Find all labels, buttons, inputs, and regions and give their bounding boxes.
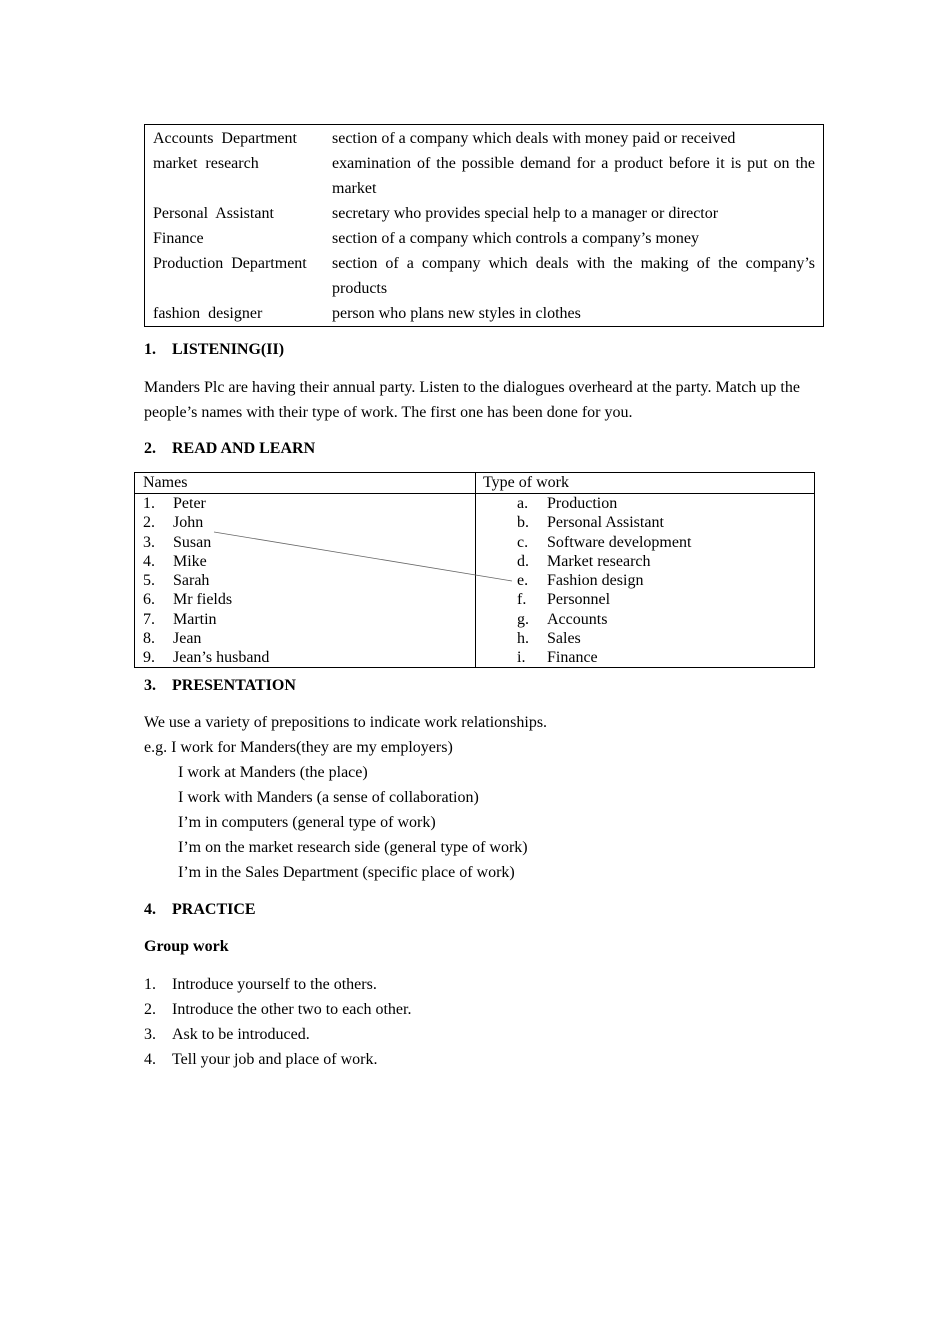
name-item <box>135 629 475 648</box>
section-heading-practice <box>144 900 256 920</box>
list-text: Introduce yourself to the others. <box>172 976 377 993</box>
work-type-column <box>475 473 814 667</box>
names-column <box>135 473 476 667</box>
matching-table <box>134 472 815 668</box>
vocabulary-definition: section of a company which deals with the making of the company’s products <box>332 255 815 297</box>
list-text: Introduce the other two to each other. <box>172 1001 412 1018</box>
presentation-example: e.g. I work for Manders(they are my employers) <box>144 739 453 756</box>
list-item <box>144 1022 411 1047</box>
vocabulary-term: Finance <box>153 230 204 247</box>
work-type-text: Personnel <box>547 591 611 609</box>
list-number: 2. <box>144 1001 156 1018</box>
work-type-letter: a. <box>517 495 529 512</box>
name-text: John <box>173 514 204 532</box>
work-type-text: Fashion design <box>547 572 644 590</box>
name-item <box>135 610 475 629</box>
presentation-line: I work with Manders (a sense of collaboration) <box>178 789 479 806</box>
name-number: 6. <box>143 591 155 609</box>
listening-instructions: Manders Plc are having their annual party. Listen to the dialogues overheard at the party. Match up the people’s names with their type of work. The first one has been done for you. <box>144 379 800 421</box>
vocabulary-term: Production Department <box>153 255 307 272</box>
name-text: Jean’s husband <box>173 649 270 667</box>
name-number: 4. <box>143 552 155 570</box>
section-number: 3. <box>144 677 156 694</box>
name-text: Peter <box>173 495 206 512</box>
section-number: 1. <box>144 341 156 358</box>
vocabulary-row <box>153 251 815 301</box>
work-type-header: Type of work <box>475 473 814 494</box>
work-type-letter: d. <box>517 552 529 570</box>
name-text: Susan <box>173 533 212 551</box>
name-number: 2. <box>143 514 155 532</box>
name-number: 7. <box>143 610 155 628</box>
name-number: 3. <box>143 533 155 551</box>
vocabulary-row <box>153 226 815 251</box>
list-item <box>144 972 411 997</box>
list-number: 4. <box>144 1051 156 1068</box>
name-text: Martin <box>173 610 217 628</box>
vocabulary-term: Accounts Department <box>153 130 297 147</box>
list-item <box>144 1047 411 1072</box>
name-text: Mike <box>173 552 207 570</box>
work-type-item <box>475 533 814 552</box>
name-text: Sarah <box>173 572 210 590</box>
vocabulary-row <box>153 151 815 201</box>
list-number: 3. <box>144 1026 156 1043</box>
name-number: 8. <box>143 630 155 648</box>
name-item <box>135 513 475 532</box>
section-number: 2. <box>144 440 156 457</box>
work-type-text: Production <box>547 495 618 512</box>
name-item <box>135 571 475 590</box>
group-work-label: Group work <box>144 938 229 955</box>
presentation-line: I’m on the market research side (general type of work) <box>178 839 528 856</box>
name-text: Mr fields <box>173 591 233 609</box>
name-text: Jean <box>173 630 202 648</box>
presentation-line: I’m in the Sales Department (specific place of work) <box>178 864 515 881</box>
vocabulary-row <box>153 201 815 226</box>
work-type-text: Finance <box>547 649 598 667</box>
vocabulary-definition: section of a company which controls a company’s money <box>332 230 700 247</box>
vocabulary-row <box>153 126 815 151</box>
section-heading-read-and-learn <box>144 439 315 459</box>
work-type-text: Sales <box>547 630 581 648</box>
work-type-item <box>475 513 814 532</box>
vocabulary-term: fashion designer <box>153 305 263 322</box>
work-type-item <box>475 552 814 571</box>
section-heading-presentation <box>144 676 296 696</box>
name-number: 9. <box>143 649 155 667</box>
work-type-item <box>475 494 814 513</box>
work-type-text: Software development <box>547 533 692 551</box>
names-header: Names <box>135 473 475 494</box>
work-type-item <box>475 571 814 590</box>
work-type-letter: b. <box>517 514 529 532</box>
work-type-text: Market research <box>547 552 651 570</box>
work-type-item <box>475 648 814 667</box>
list-number: 1. <box>144 976 156 993</box>
list-text: Tell your job and place of work. <box>172 1051 378 1068</box>
vocabulary-definition: section of a company which deals with money paid or received <box>332 130 736 147</box>
name-item <box>135 648 475 667</box>
work-type-item <box>475 590 814 609</box>
presentation-intro: We use a variety of prepositions to indicate work relationships. <box>144 714 548 731</box>
work-type-letter: f. <box>517 591 527 609</box>
section-number: 4. <box>144 901 156 918</box>
work-type-text: Personal Assistant <box>547 514 664 532</box>
vocabulary-row <box>153 301 815 326</box>
name-number: 5. <box>143 572 155 590</box>
work-type-letter: g. <box>517 610 529 628</box>
section-title: PRACTICE <box>172 901 256 918</box>
work-type-item <box>475 610 814 629</box>
name-item <box>135 552 475 571</box>
work-type-letter: i. <box>517 649 526 667</box>
presentation-line: I work at Manders (the place) <box>178 764 368 781</box>
list-item <box>144 997 411 1022</box>
section-title: READ AND LEARN <box>172 440 316 457</box>
section-title: PRESENTATION <box>172 677 296 694</box>
work-type-letter: e. <box>517 572 529 590</box>
work-type-item <box>475 629 814 648</box>
name-number: 1. <box>143 495 155 512</box>
work-type-letter: h. <box>517 630 529 648</box>
vocabulary-definition: examination of the possible demand for a product before it is put on the market <box>332 155 815 197</box>
vocabulary-table <box>144 124 824 327</box>
vocabulary-definition: person who plans new styles in clothes <box>332 305 581 322</box>
list-text: Ask to be introduced. <box>172 1026 310 1043</box>
name-item <box>135 590 475 609</box>
section-title: LISTENING(II) <box>172 341 285 358</box>
vocabulary-term: market research <box>153 155 259 172</box>
work-type-letter: c. <box>517 533 529 551</box>
name-item <box>135 494 475 513</box>
presentation-line: I’m in computers (general type of work) <box>178 814 436 831</box>
section-heading-listening <box>144 340 284 360</box>
name-item <box>135 533 475 552</box>
work-type-text: Accounts <box>547 610 608 628</box>
vocabulary-term: Personal Assistant <box>153 205 274 222</box>
practice-list <box>144 972 411 1072</box>
vocabulary-definition: secretary who provides special help to a manager or director <box>332 205 719 222</box>
